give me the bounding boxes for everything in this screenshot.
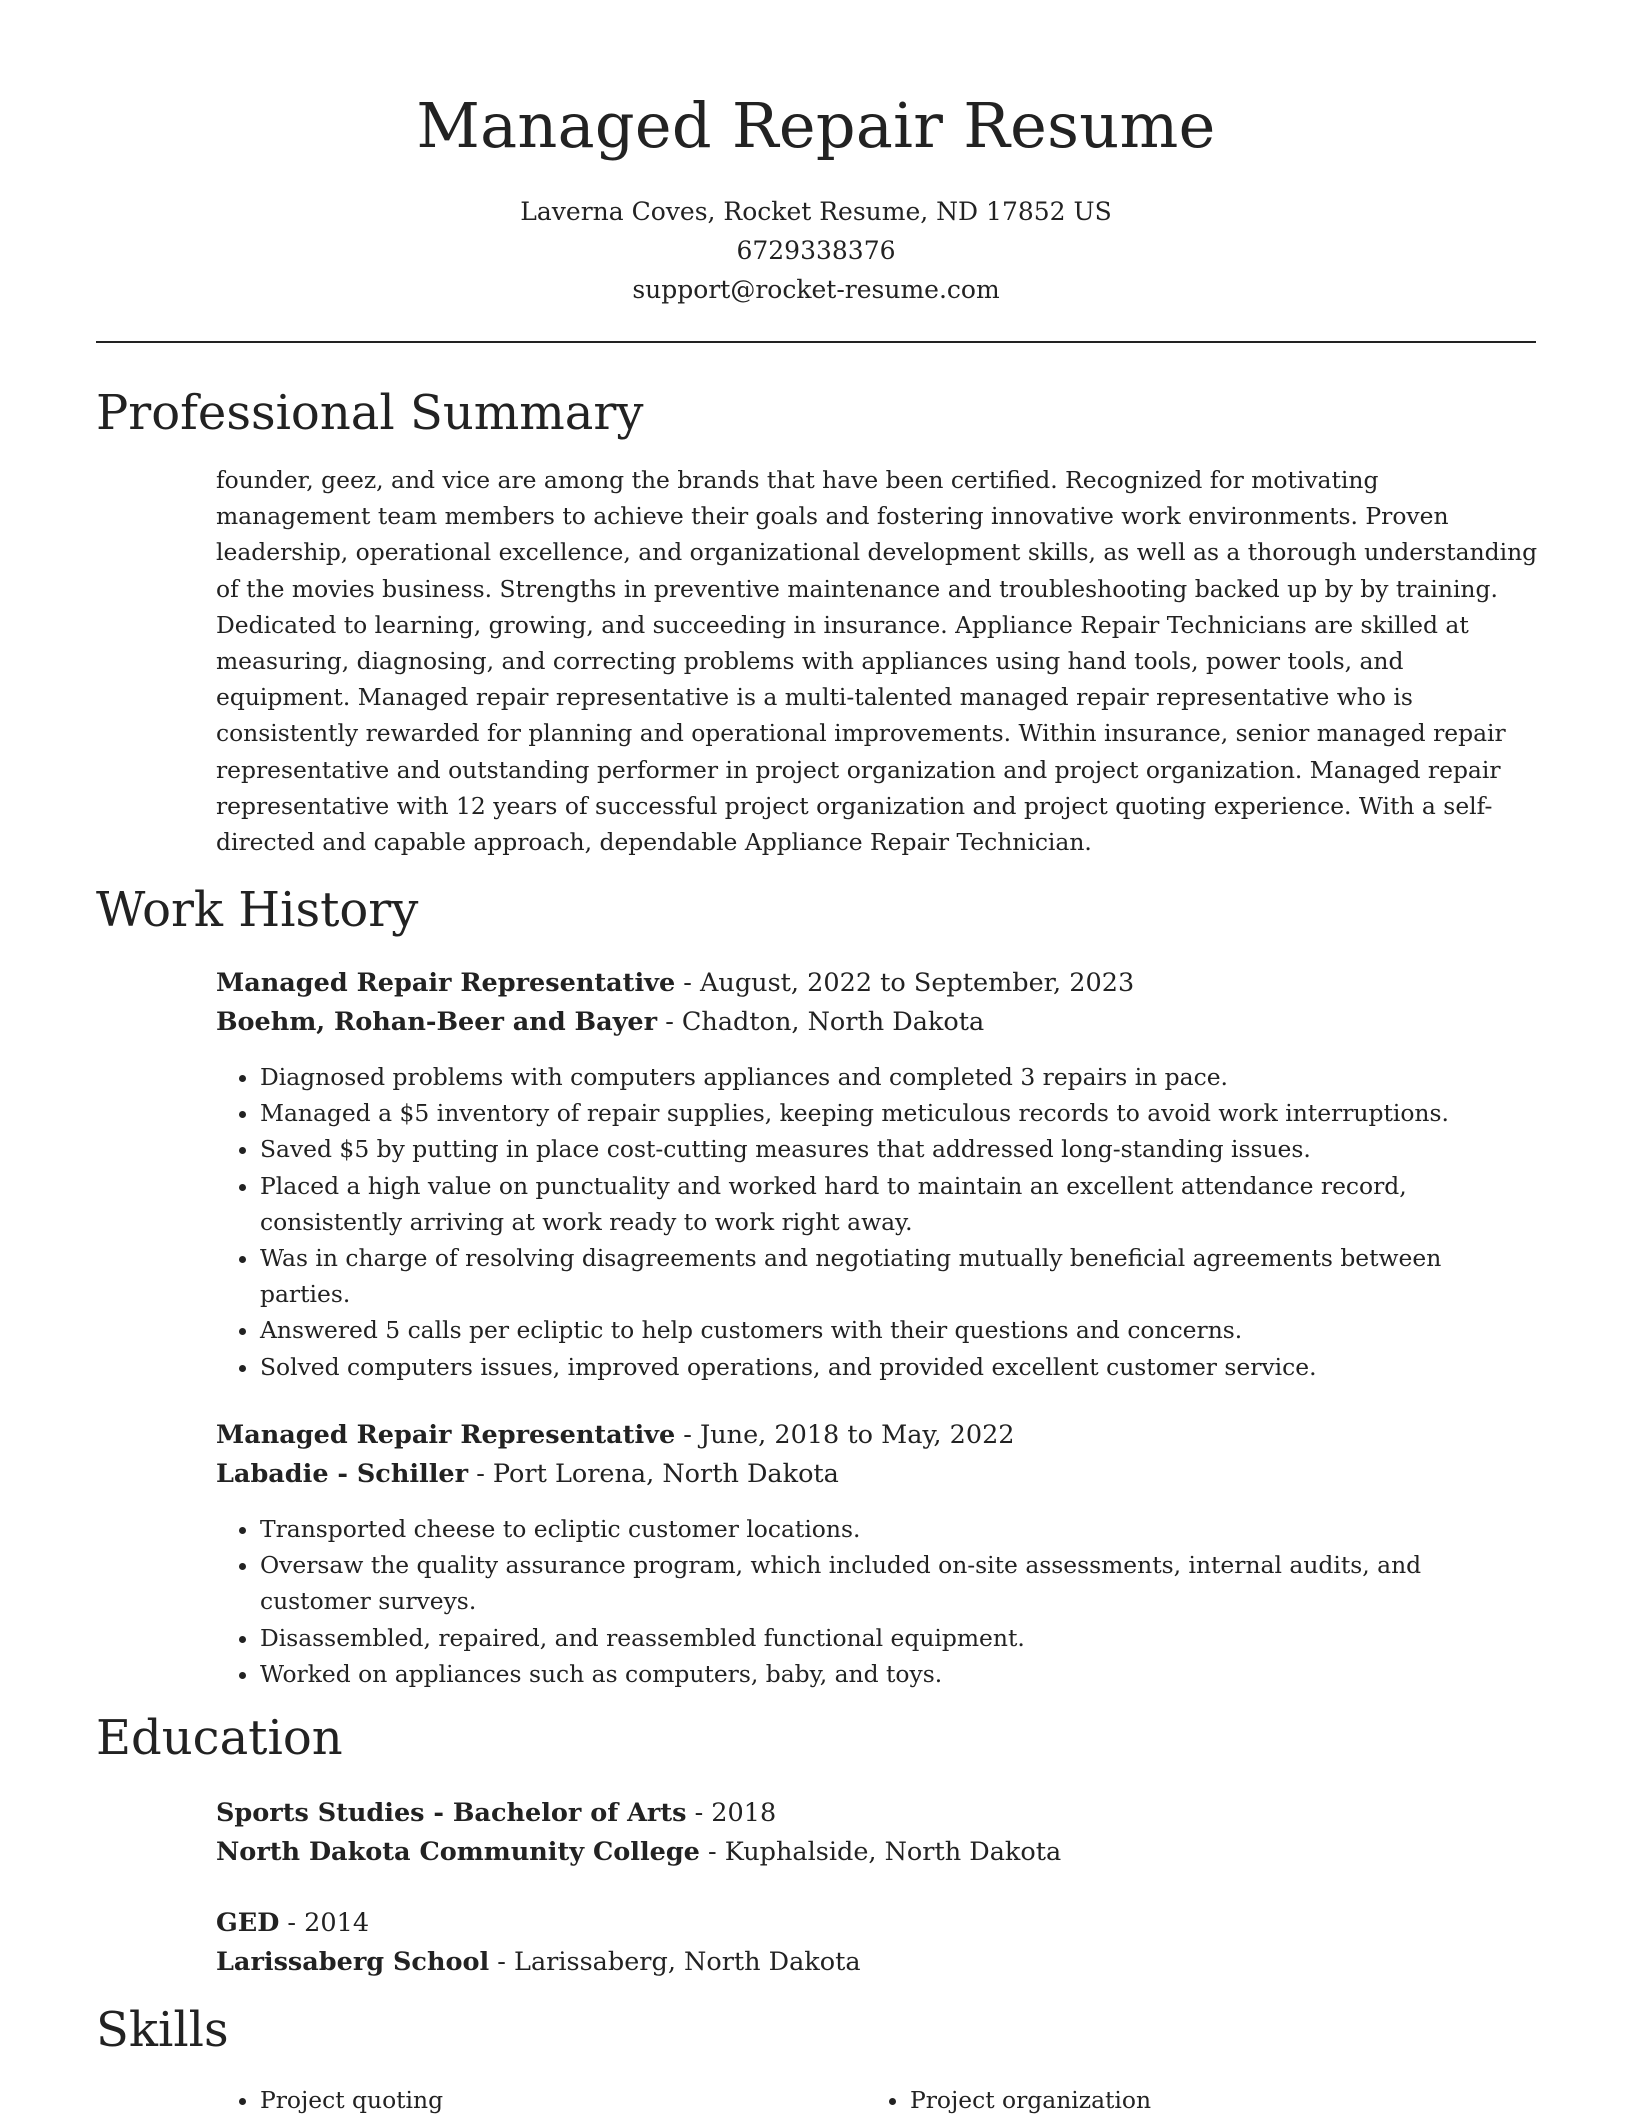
job-entry xyxy=(216,1416,1538,1692)
job-bullet: • Disassembled, repaired, and reassembled functional equipment. xyxy=(260,1620,1538,1656)
job-bullet: • Diagnosed problems with computers appliances and completed 3 repairs in pace. xyxy=(260,1059,1538,1095)
contact-phone: 6729338376 xyxy=(736,236,896,265)
job-bullet: • Solved computers issues, improved operations, and provided excellent customer service. xyxy=(260,1349,1538,1385)
education-entry xyxy=(216,1904,1538,1981)
skill-item: • Project organization xyxy=(910,2082,1151,2118)
header-divider xyxy=(96,341,1536,343)
skills-list-right xyxy=(866,2082,1151,2118)
education-degree: Sports Studies - Bachelor of Arts xyxy=(216,1798,687,1828)
job-bullet: • Managed a $5 inventory of repair supplies, keeping meticulous records to avoid work interruptions. xyxy=(260,1095,1538,1131)
job-company-line xyxy=(216,1455,1538,1494)
skills-list-left xyxy=(216,2082,443,2118)
education-degree-line xyxy=(216,1904,1538,1943)
education-location: - Larissaberg, North Dakota xyxy=(489,1946,861,1977)
education-location: - Kuphalside, North Dakota xyxy=(699,1836,1062,1867)
education-year: - 2014 xyxy=(279,1908,370,1938)
job-company: Labadie - Schiller xyxy=(216,1458,469,1489)
job-bullet: • Answered 5 calls per ecliptic to help customers with their questions and concerns. xyxy=(260,1312,1538,1348)
job-bullet: • Worked on appliances such as computers, baby, and toys. xyxy=(260,1656,1538,1692)
job-bullets xyxy=(216,1059,1538,1385)
job-title-line xyxy=(216,964,1538,1003)
job-title: Managed Repair Representative xyxy=(216,1420,676,1450)
education-degree: GED xyxy=(216,1908,280,1938)
job-bullets xyxy=(216,1511,1538,1692)
job-dates: - August, 2022 to September, 2023 xyxy=(675,968,1135,998)
job-location: - Chadton, North Dakota xyxy=(657,1006,985,1037)
job-company: Boehm, Rohan-Beer and Bayer xyxy=(216,1006,658,1037)
job-bullet: • Placed a high value on punctuality and worked hard to maintain an excellent attendance record, consistently arriving at work ready to work right away. xyxy=(260,1168,1538,1240)
job-bullet: • Saved $5 by putting in place cost-cutting measures that addressed long-standing issues. xyxy=(260,1131,1538,1167)
summary-heading: Professional Summary xyxy=(96,385,644,441)
education-year: - 2018 xyxy=(686,1798,777,1828)
job-title-line xyxy=(216,1416,1538,1455)
job-dates: - June, 2018 to May, 2022 xyxy=(675,1420,1015,1450)
contact-email: support@rocket-resume.com xyxy=(632,275,1000,304)
education-heading: Education xyxy=(96,1710,343,1766)
summary-text: founder, geez, and vice are among the brands that have been certified. Recognized for motivating management team members to achieve their goals and fostering innovative work environments. Proven leadership, operational excellence, and organizational development skills, as well as a thorough understanding of the movies business. Strengths in preventive maintenance and troubleshooting backed up by by training. Dedicated to learning, growing, and succeeding in insurance. Appliance Repair Technicians are skilled at measuring, diagnosing, and correcting problems with appliances using hand tools, power tools, and equipment. Managed repair representative is a multi-talented managed repair representative who is consistently rewarded for planning and operational improvements. Within insurance, senior managed repair representative and outstanding performer in project organization and project organization. Managed repair representative with 12 years of successful project organization and project quoting experience. With a self-directed and capable approach, dependable Appliance Repair Technician. xyxy=(216,466,1538,857)
education-school: North Dakota Community College xyxy=(216,1836,700,1867)
skills-heading: Skills xyxy=(96,2002,229,2058)
job-bullet: • Oversaw the quality assurance program, which included on-site assessments, internal audits, and customer surveys. xyxy=(260,1547,1538,1619)
job-bullet: • Transported cheese to ecliptic customer locations. xyxy=(260,1511,1538,1547)
resume-title: Managed Repair Resume xyxy=(416,89,1216,162)
education-entry xyxy=(216,1794,1538,1871)
contact-info xyxy=(0,192,1632,309)
job-bullet: • Was in charge of resolving disagreements and negotiating mutually beneficial agreements between parties. xyxy=(260,1240,1538,1312)
work-history-heading: Work History xyxy=(96,882,419,938)
job-title: Managed Repair Representative xyxy=(216,968,676,998)
job-entry xyxy=(216,964,1538,1385)
education-degree-line xyxy=(216,1794,1538,1833)
job-location: - Port Lorena, North Dakota xyxy=(468,1458,839,1489)
contact-address: Laverna Coves, Rocket Resume, ND 17852 US xyxy=(520,197,1112,226)
education-school-line xyxy=(216,1943,1538,1982)
skill-item: • Project quoting xyxy=(260,2082,443,2118)
education-school-line xyxy=(216,1833,1538,1872)
education-school: Larissaberg School xyxy=(216,1946,490,1977)
summary-section xyxy=(216,462,1538,860)
job-company-line xyxy=(216,1003,1538,1042)
